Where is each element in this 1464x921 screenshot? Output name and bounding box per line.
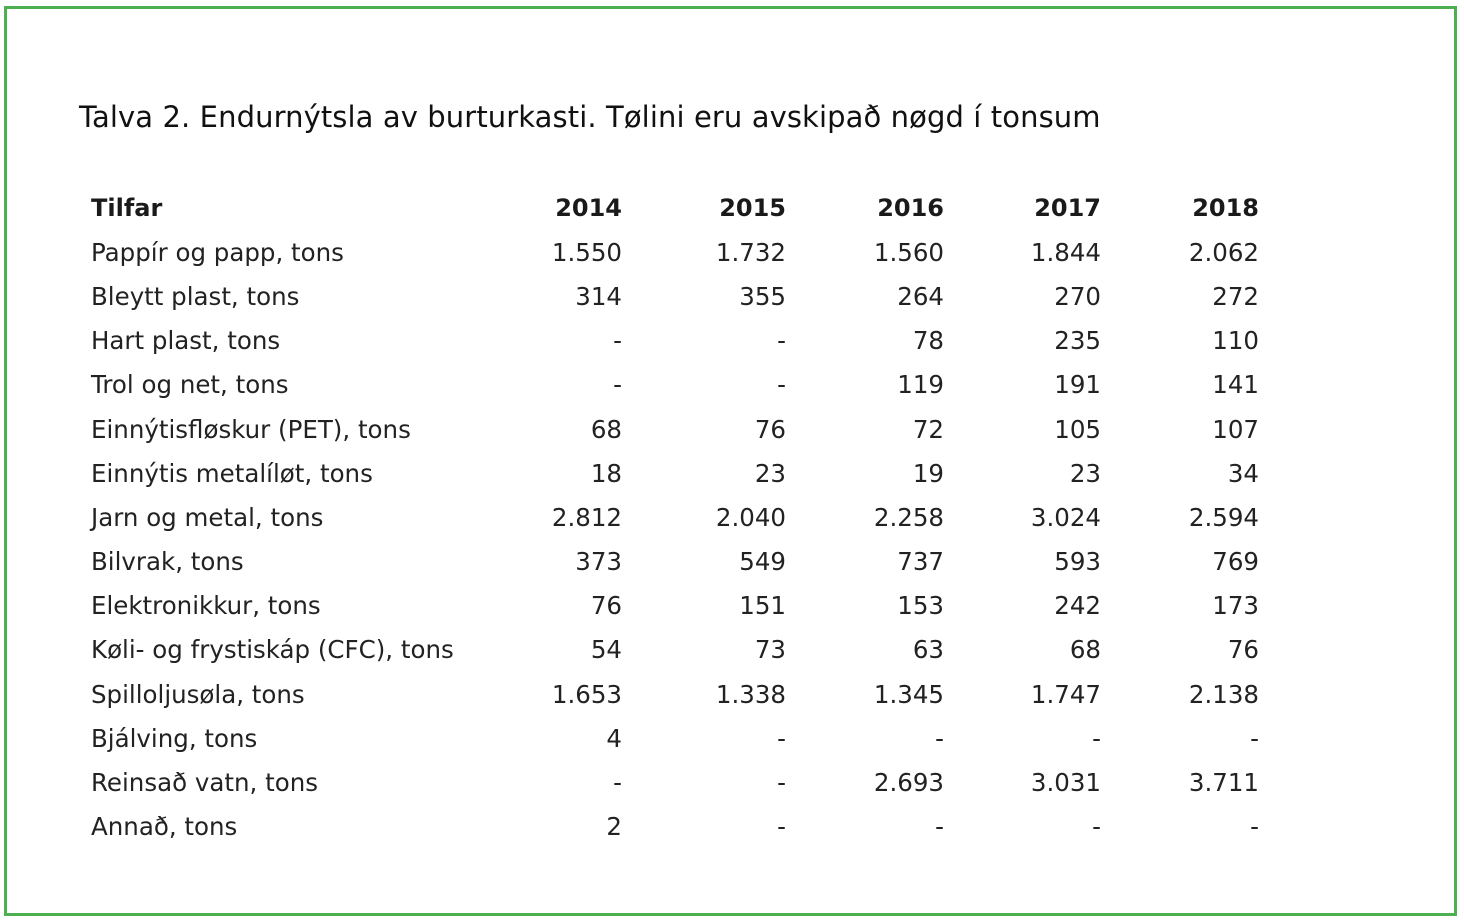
table-row [79, 274, 1259, 318]
cell-value: 3.024 [1030, 502, 1101, 532]
table-header [79, 186, 1259, 230]
cell-value: 153 [897, 591, 944, 621]
row-label: Bjálving, tons [91, 723, 258, 753]
cell-value: 68 [1069, 635, 1101, 665]
cell-value: 1.732 [715, 237, 786, 267]
cell-value: - [777, 768, 786, 798]
cell-value: 314 [575, 281, 622, 311]
cell-value: 19 [912, 458, 944, 488]
cell-value: 78 [912, 326, 944, 356]
cell-value: 1.747 [1030, 679, 1101, 709]
cell-value: 76 [590, 591, 622, 621]
row-label: Jarn og metal, tons [91, 502, 324, 532]
cell-value: 355 [739, 281, 786, 311]
cell-value: 2.258 [873, 502, 944, 532]
cell-value: 151 [739, 591, 786, 621]
cell-value: - [935, 812, 944, 842]
cell-value: 72 [912, 414, 944, 444]
row-label: Trol og net, tons [91, 370, 289, 400]
cell-value: 242 [1054, 591, 1101, 621]
cell-value: 107 [1212, 414, 1259, 444]
cell-value: 2.693 [873, 768, 944, 798]
cell-value: 1.345 [873, 679, 944, 709]
table-row [79, 628, 1259, 672]
table-row [79, 495, 1259, 539]
cell-value: 2.138 [1188, 679, 1259, 709]
cell-value: 373 [575, 547, 622, 577]
cell-value: 141 [1212, 370, 1259, 400]
cell-value: 54 [590, 635, 622, 665]
cell-value: 76 [754, 414, 786, 444]
cell-value: 1.560 [873, 237, 944, 267]
table-body [79, 230, 1259, 849]
cell-value: - [777, 723, 786, 753]
cell-value: 4 [606, 723, 622, 753]
cell-value: 2.594 [1188, 502, 1259, 532]
row-label: Elektronikkur, tons [91, 591, 321, 621]
cell-value: 191 [1054, 370, 1101, 400]
cell-value: 593 [1054, 547, 1101, 577]
row-label: Pappír og papp, tons [91, 237, 344, 267]
cell-value: - [1092, 723, 1101, 753]
cell-value: - [1250, 723, 1259, 753]
cell-value: 18 [590, 458, 622, 488]
row-label: Køli- og frystiskáp (CFC), tons [91, 635, 454, 665]
table-row [79, 540, 1259, 584]
cell-value: 173 [1212, 591, 1259, 621]
cell-value: 1.844 [1030, 237, 1101, 267]
cell-value: 119 [897, 370, 944, 400]
header-year-2015: 2015 [719, 194, 786, 223]
cell-value: - [1250, 812, 1259, 842]
cell-value: 1.653 [551, 679, 622, 709]
table-row [79, 672, 1259, 716]
cell-value: - [777, 370, 786, 400]
row-label: Einnýtis metalíløt, tons [91, 458, 373, 488]
row-label: Annað, tons [91, 812, 238, 842]
row-label: Spilloljusøla, tons [91, 679, 305, 709]
table-row [79, 407, 1259, 451]
row-label: Bleytt plast, tons [91, 281, 300, 311]
cell-value: 235 [1054, 326, 1101, 356]
cell-value: 63 [912, 635, 944, 665]
cell-value: 769 [1212, 547, 1259, 577]
header-row [79, 186, 1259, 230]
cell-value: - [777, 326, 786, 356]
row-label: Einnýtisfløskur (PET), tons [91, 414, 411, 444]
cell-value: 1.550 [551, 237, 622, 267]
cell-value: 105 [1054, 414, 1101, 444]
header-material: Tilfar [91, 194, 163, 223]
cell-value: 110 [1212, 326, 1259, 356]
cell-value: 34 [1227, 458, 1259, 488]
table-row [79, 716, 1259, 760]
row-label: Hart plast, tons [91, 326, 281, 356]
table-row [79, 584, 1259, 628]
cell-value: 264 [897, 281, 944, 311]
cell-value: 272 [1212, 281, 1259, 311]
cell-value: - [613, 370, 622, 400]
cell-value: 23 [754, 458, 786, 488]
row-label: Bilvrak, tons [91, 547, 244, 577]
cell-value: 2.812 [551, 502, 622, 532]
cell-value: - [935, 723, 944, 753]
cell-value: 68 [590, 414, 622, 444]
cell-value: - [613, 326, 622, 356]
cell-value: 737 [897, 547, 944, 577]
cell-value: 3.031 [1030, 768, 1101, 798]
header-year-2018: 2018 [1192, 194, 1259, 223]
cell-value: 2.062 [1188, 237, 1259, 267]
table-row [79, 760, 1259, 804]
cell-value: 73 [754, 635, 786, 665]
table-row [79, 805, 1259, 849]
row-label: Reinsað vatn, tons [91, 768, 318, 798]
header-year-2016: 2016 [877, 194, 944, 223]
table-row [79, 451, 1259, 495]
cell-value: 549 [739, 547, 786, 577]
header-year-2017: 2017 [1034, 194, 1101, 223]
cell-value: 3.711 [1188, 768, 1259, 798]
table-row [79, 319, 1259, 363]
cell-value: 2 [606, 812, 622, 842]
cell-value: - [613, 768, 622, 798]
header-year-2014: 2014 [555, 194, 622, 223]
cell-value: 2.040 [715, 502, 786, 532]
cell-value: 1.338 [715, 679, 786, 709]
cell-value: - [777, 812, 786, 842]
table-row [79, 363, 1259, 407]
cell-value: 270 [1054, 281, 1101, 311]
cell-value: 76 [1227, 635, 1259, 665]
cell-value: - [1092, 812, 1101, 842]
recycling-table [79, 186, 1259, 849]
table-row [79, 230, 1259, 274]
cell-value: 23 [1069, 458, 1101, 488]
table-title: Talva 2. Endurnýtsla av burturkasti. Tølini eru avskipað nøgd í tonsum [79, 100, 1101, 134]
